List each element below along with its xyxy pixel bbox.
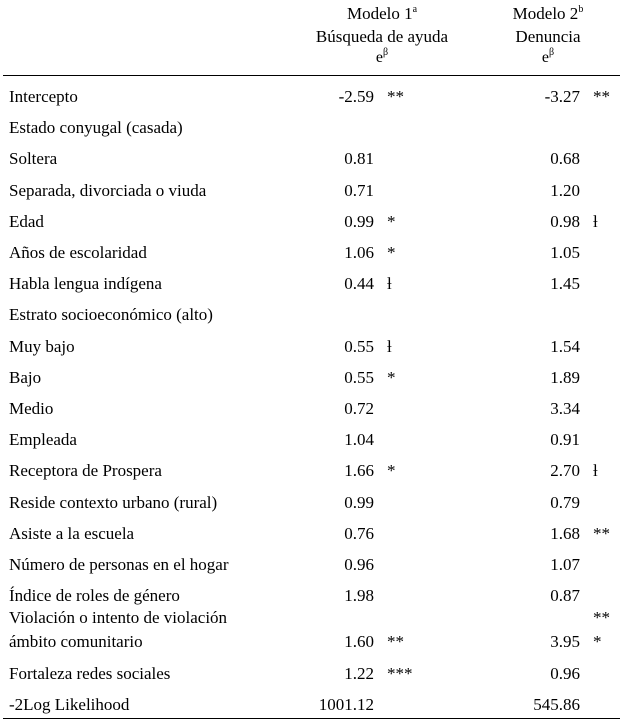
model2-significance-line2: * [593,632,602,651]
model1-value: 0.55 [344,367,374,387]
model2-value: 3.95 [550,632,580,651]
row-label: Soltera [9,149,58,169]
model2-coef: e [541,49,549,66]
model1-value: 0.44 [344,274,374,294]
model2-significance-line1: ** [593,608,610,627]
table-row [3,455,620,486]
model1-title: Modelo 1 [346,4,413,23]
model2-value: 0.79 [550,492,580,512]
model1-value: 1.66 [344,461,374,481]
row-label: Reside contexto urbano (rural) [9,492,218,512]
model2-coef-superscript: β [549,47,555,58]
model1-value: 0.55 [344,336,374,356]
model2-significance: ** [593,87,610,106]
model1-value: 0.72 [344,399,374,418]
model1-significance: * [387,211,396,231]
model1-significance: ƚ [387,274,392,294]
model1-coef: e [375,49,383,66]
row-label: Fortaleza redes sociales [9,664,171,683]
row-label: Estrato socioeconómico (alto) [9,305,213,325]
row-label: Índice de roles de género [9,586,180,606]
model1-value: 1.04 [344,430,374,450]
model1-significance: ƚ [387,336,392,356]
model1-value: 0.71 [344,180,374,200]
table-row [3,175,620,206]
row-label: Empleada [9,430,77,450]
row-label: Edad [9,211,44,231]
model2-value: 1.07 [550,555,580,574]
model2-superscript: b [578,4,584,15]
model1-value: 0.96 [344,555,374,574]
table-row [3,206,620,237]
table-row [3,393,620,424]
row-label: Estado conyugal (casada) [9,118,183,138]
model1-subtitle: Búsqueda de ayuda [315,27,449,46]
model1-coef-superscript: β [383,47,389,58]
row-label: Receptora de Prospera [9,461,162,481]
model1-significance: * [387,461,396,481]
bottom-rule [3,718,620,719]
model2-value: 0.87 [550,586,580,606]
model2-value: 1.54 [550,336,580,356]
table-header [3,0,620,76]
row-label: Separada, divorciada o viuda [9,180,207,200]
model1-value: 0.99 [344,492,374,512]
row-label: Años de escolaridad [9,243,147,262]
model2-significance: ** [593,523,610,543]
model1-superscript: a [412,4,418,15]
row-label: Número de personas en el hogar [9,555,229,574]
table-row [3,549,620,580]
model2-value: 3.34 [550,399,580,418]
model1-value: 0.81 [344,149,374,169]
model2-value: 0.96 [550,664,580,683]
model1-value: 1.06 [344,243,374,262]
table-row [3,81,620,112]
row-label: Habla lengua indígena [9,274,162,294]
model1-value: 0.99 [344,211,374,231]
model1-value: 1001.12 [318,695,374,714]
row-label: Medio [9,399,54,418]
table-row [3,689,620,720]
table-row [3,362,620,393]
table-row [3,487,620,518]
table-row [3,424,620,455]
model1-significance: *** [387,664,413,683]
table-row [3,602,620,658]
row-label: -2Log Likelihood [9,695,130,714]
table-row [3,143,620,174]
table-row [3,268,620,299]
model2-value: 1.89 [550,367,580,387]
model2-value: 0.91 [550,430,580,450]
regression-table [3,0,620,720]
model1-significance: ** [387,632,404,651]
model1-value: 1.98 [344,586,374,606]
model2-significance [593,606,610,654]
row-label: Bajo [9,367,42,387]
row-label-line2: ámbito comunitario [9,632,143,651]
table-row [3,112,620,143]
model1-significance: * [387,367,396,387]
model2-value: 0.68 [550,149,580,169]
table-row [3,299,620,330]
header-rule [3,75,620,76]
table-row [3,331,620,362]
model2-value: 0.98 [550,211,580,231]
model2-subtitle: Denuncia [515,27,581,46]
model2-header [483,2,613,68]
model2-value: 545.86 [533,695,580,714]
model2-value: 1.20 [550,180,580,200]
row-label: Muy bajo [9,336,75,356]
model2-significance: ƚ [593,461,598,481]
table-row [3,518,620,549]
model2-value: 1.45 [550,274,580,294]
model1-significance: * [387,243,396,262]
model1-value: -2.59 [338,87,374,106]
model2-value: 1.05 [550,243,580,262]
model1-value: 1.60 [344,632,374,651]
row-label: Asiste a la escuela [9,523,135,543]
row-label: Intercepto [9,87,78,106]
row-label-line1: Violación o intento de violación [9,608,228,627]
model2-title: Modelo 2 [512,4,579,23]
model1-value: 0.76 [344,523,374,543]
row-label [9,606,227,654]
model1-header [287,2,477,68]
model1-significance: ** [387,87,404,106]
table-row [3,237,620,268]
model2-value: 2.70 [550,461,580,481]
model2-value: -3.27 [544,87,580,106]
model2-significance: ƚ [593,211,598,231]
table-row [3,658,620,689]
model1-value: 1.22 [344,664,374,683]
model2-value: 1.68 [550,523,580,543]
